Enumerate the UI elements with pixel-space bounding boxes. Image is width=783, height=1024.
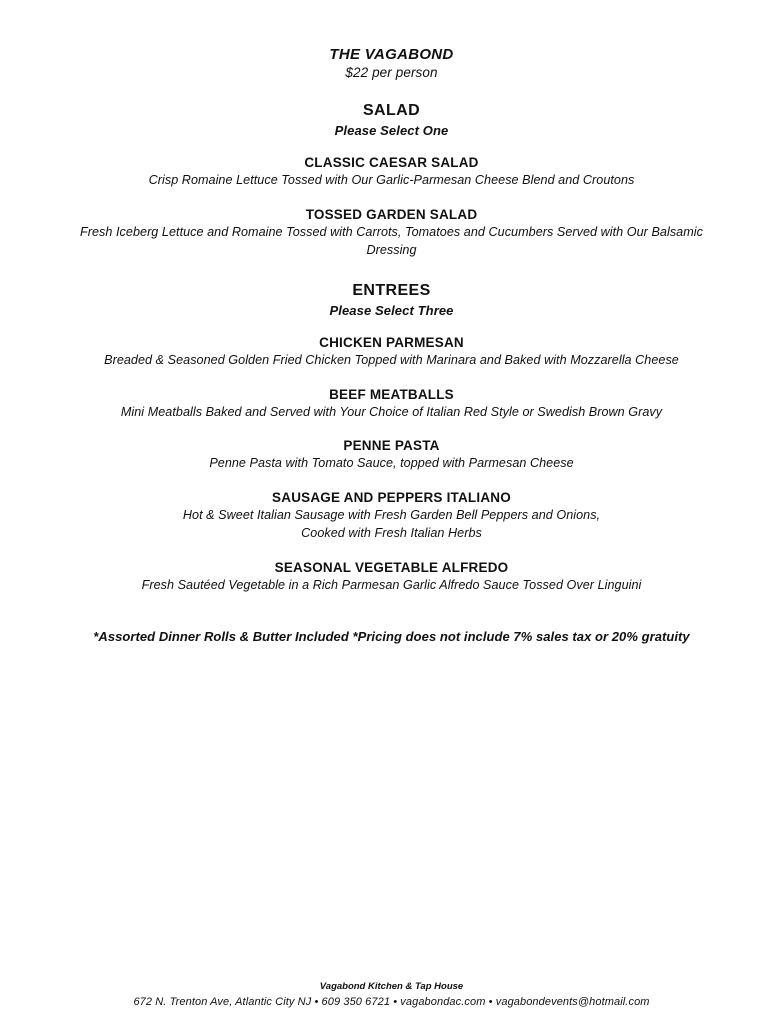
menu-item bbox=[46, 438, 737, 473]
menu-item-description: Mini Meatballs Baked and Served with Your Choice of Italian Red Style or Swedish Brown Gravy bbox=[120, 404, 663, 419]
section-instruction: Please Select One bbox=[334, 123, 449, 138]
menu-item-description: Hot & Sweet Italian Sausage with Fresh Garden Bell Peppers and Onions, Cooked with Fresh Italian Herbs bbox=[182, 508, 601, 541]
menu-item-description: Fresh Sautéed Vegetable in a Rich Parmesan Garlic Alfredo Sauce Tossed Over Linguini bbox=[141, 578, 642, 592]
menu-item-name: CHICKEN PARMESAN bbox=[319, 334, 464, 350]
menu-title: THE VAGABOND bbox=[329, 46, 454, 63]
menu-item-name: BEEF MEATBALLS bbox=[329, 386, 454, 402]
page-footer bbox=[0, 981, 783, 1008]
footer-contact-info: 672 N. Trenton Ave, Atlantic City NJ • 609 350 6721 • vagabondac.com • vagabondevents@hotmail.com bbox=[133, 996, 650, 1008]
section-heading: SALAD bbox=[362, 102, 421, 119]
menu-item-name: SEASONAL VEGETABLE ALFREDO bbox=[274, 560, 509, 575]
menu-item-name: PENNE PASTA bbox=[343, 438, 440, 454]
menu-item bbox=[46, 560, 737, 595]
menu-item-name: TOSSED GARDEN SALAD bbox=[305, 206, 478, 222]
footer-business-name: Vagabond Kitchen & Tap House bbox=[319, 981, 464, 992]
menu-item-name: SAUSAGE AND PEPPERS ITALIANO bbox=[272, 490, 511, 506]
menu-header bbox=[46, 46, 737, 80]
menu-item bbox=[46, 335, 737, 370]
menu-item-description: Fresh Iceberg Lettuce and Romaine Tossed with Carrots, Tomatoes and Cucumbers Served with Our Balsamic Dressing bbox=[80, 224, 703, 257]
menu-item-name: CLASSIC CAESAR SALAD bbox=[304, 155, 479, 170]
section-instruction: Please Select Three bbox=[329, 302, 454, 318]
section-heading: ENTREES bbox=[352, 281, 431, 299]
menu-item bbox=[46, 387, 737, 422]
menu-section-entrees bbox=[46, 282, 737, 595]
menu-item-description: Breaded & Seasoned Golden Fried Chicken Topped with Marinara and Baked with Mozzarella Cheese bbox=[104, 352, 679, 367]
menu-item bbox=[46, 207, 737, 260]
menu-section-salad bbox=[46, 102, 737, 260]
menu-note: *Assorted Dinner Rolls & Butter Included *Pricing does not include 7% sales tax or 20% gratuity bbox=[93, 628, 690, 644]
menu-price: $22 per person bbox=[345, 65, 438, 80]
menu-item-description: Penne Pasta with Tomato Sauce, topped with Parmesan Cheese bbox=[209, 456, 574, 471]
menu-item bbox=[46, 490, 737, 543]
menu-item-description: Crisp Romaine Lettuce Tossed with Our Garlic-Parmesan Cheese Blend and Croutons bbox=[148, 173, 635, 187]
menu-item bbox=[46, 155, 737, 190]
